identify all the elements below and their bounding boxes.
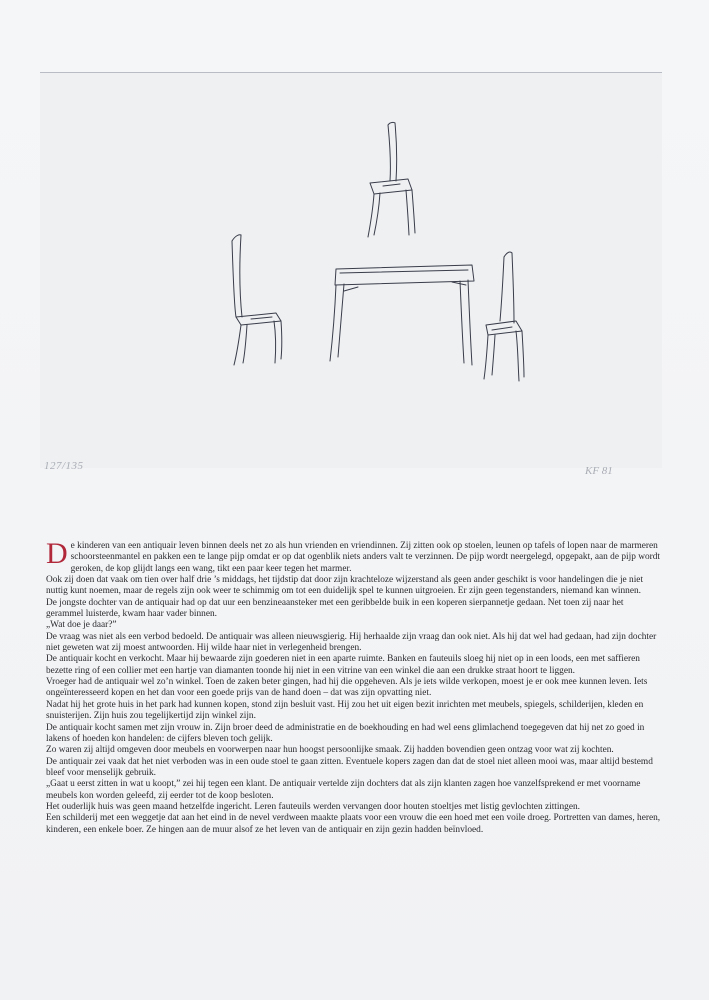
paragraph: De jongste dochter van de antiquair had op dat uur een benzineaansteker met een geribbelde buik in een koperen sierpannetje gedaan. Net toen zij naar het gerammel luisterde, kwam haar vader binnen. (46, 597, 624, 620)
paragraph: De antiquair kocht samen met zijn vrouw in. Zijn broer deed de administratie en de boekhouding en had wel eens glimlachend toegegeven dat hij net zo goed in lakens of hoeden kon handelen: de cijfers bleven toch gelijk. (46, 722, 645, 744)
paragraph: Het ouderlijk huis was geen maand hetzelfde ingericht. Leren fauteuils werden vervangen door houten stoeltjes met listig gevlochten zittingen. (46, 801, 580, 812)
paragraph (46, 537, 662, 575)
table-drawing (330, 265, 474, 365)
chairs-and-table-drawing (40, 73, 662, 468)
paragraph: „Gaat u eerst zitten in wat u koopt,” zei hij tegen een klant. De antiquair vertelde zijn dochters dat als zijn klanten zagen hoe vanzelfsprekend er met voorname meubels kon worden geleefd, zij eerder tot de koop besloten. (46, 779, 641, 801)
chair-top-drawing (368, 122, 415, 237)
paragraph: „Wat doe je daar?” (46, 620, 117, 631)
paragraph: Een schilderij met een weggetje dat aan het eind in de nevel verdween maakte plaats voor een vrouw die een hoed met een voile droeg. Portretten van dames, heren, kinderen, een enkele boer. Ze hingen aan de muur alsof ze het leven van de antiquair en zijn gezin hadden beïnvloed. (46, 813, 661, 835)
paragraph: Nadat hij het grote huis in het park had kunnen kopen, stond zijn besluit vast. Hij zou het uit eigen bezit inrichten met meubels, spiegels, schilderijen, kleden en snuisterijen. Zijn huis zou tegelijkertijd zijn winkel zijn. (46, 699, 644, 722)
paragraph: Ook zij doen dat vaak om tien over half drie ’s middags, het tijdstip dat door zijn krachteloze wijzerstand als geen ander geschikt is voor handelingen die je niet nuttig kunt noemen, maar de regels zijn ook weer te schimmig om tot een duidelijk spel te kunnen uitgroeien. Er zijn geen tegenstanders, niemand kan winnen. (46, 575, 644, 597)
etching-plate (40, 72, 662, 468)
chair-left-drawing (232, 235, 282, 365)
chair-right-drawing (484, 252, 524, 381)
paragraph: De vraag was niet als een verbod bedoeld. De antiquair was alleen nieuwsgierig. Hij herhaalde zijn vraag dan ook niet. Als hij dat wel had gedaan, had zijn dochter niet geweten wat zij moest antwoorden. Hij wilde haar niet in verlegenheid brengen. (46, 631, 657, 654)
drop-cap: D (46, 537, 68, 570)
artist-signature: KF 81 (585, 465, 613, 477)
paragraph: Vroeger had de antiquair wel zo’n winkel. Toen de zaken beter gingen, had hij die opgeheven. Als je iets wilde verkopen, moest je er ook mee kunnen leven. Iets ongeïnteresseerd kopen en het dan voor een goede prijs van de hand doen – dat was zijn opvatting niet. (46, 677, 648, 699)
edition-number: 127/135 (44, 460, 84, 472)
body-text (46, 537, 662, 836)
paragraph: De antiquair zei vaak dat het niet verboden was in een oude stoel te gaan zitten. Eventuele kopers zagen dan dat de stoel niet alleen mooi was, maar altijd bestemd bleef voor menselijk gebruik. (46, 756, 653, 778)
paragraph: De antiquair kocht en verkocht. Maar hij bewaarde zijn goederen niet in een aparte ruimte. Banken en fauteuils sloeg hij niet op in een loods, een met saffieren bezette ring of een collier met een hartje van diamanten toonde hij niet in een vitrine van een winkel die aan een drukke straat hoort te liggen. (46, 654, 640, 676)
paragraph-text: e kinderen van een antiquair leven binnen deels net zo als hun vrienden en vriendinnen. Zij zitten ook op stoelen, leunen op tafels of lopen naar de marmeren schoorsteenmantel en pakken een te lange pijp omdat er op dat ogenblik niets anders valt te verzinnen. De pijp wordt neergelegd, opgepakt, aan de pijp wordt geroken, de kop glijdt langs een wang, tikt een paar keer tegen het marmer. (70, 541, 661, 574)
paragraph: Zo waren zij altijd omgeven door meubels en voorwerpen naar hun hoogst persoonlijke smaak. Zij hadden bovendien geen ontzag voor wat zij kochten. (46, 745, 614, 756)
